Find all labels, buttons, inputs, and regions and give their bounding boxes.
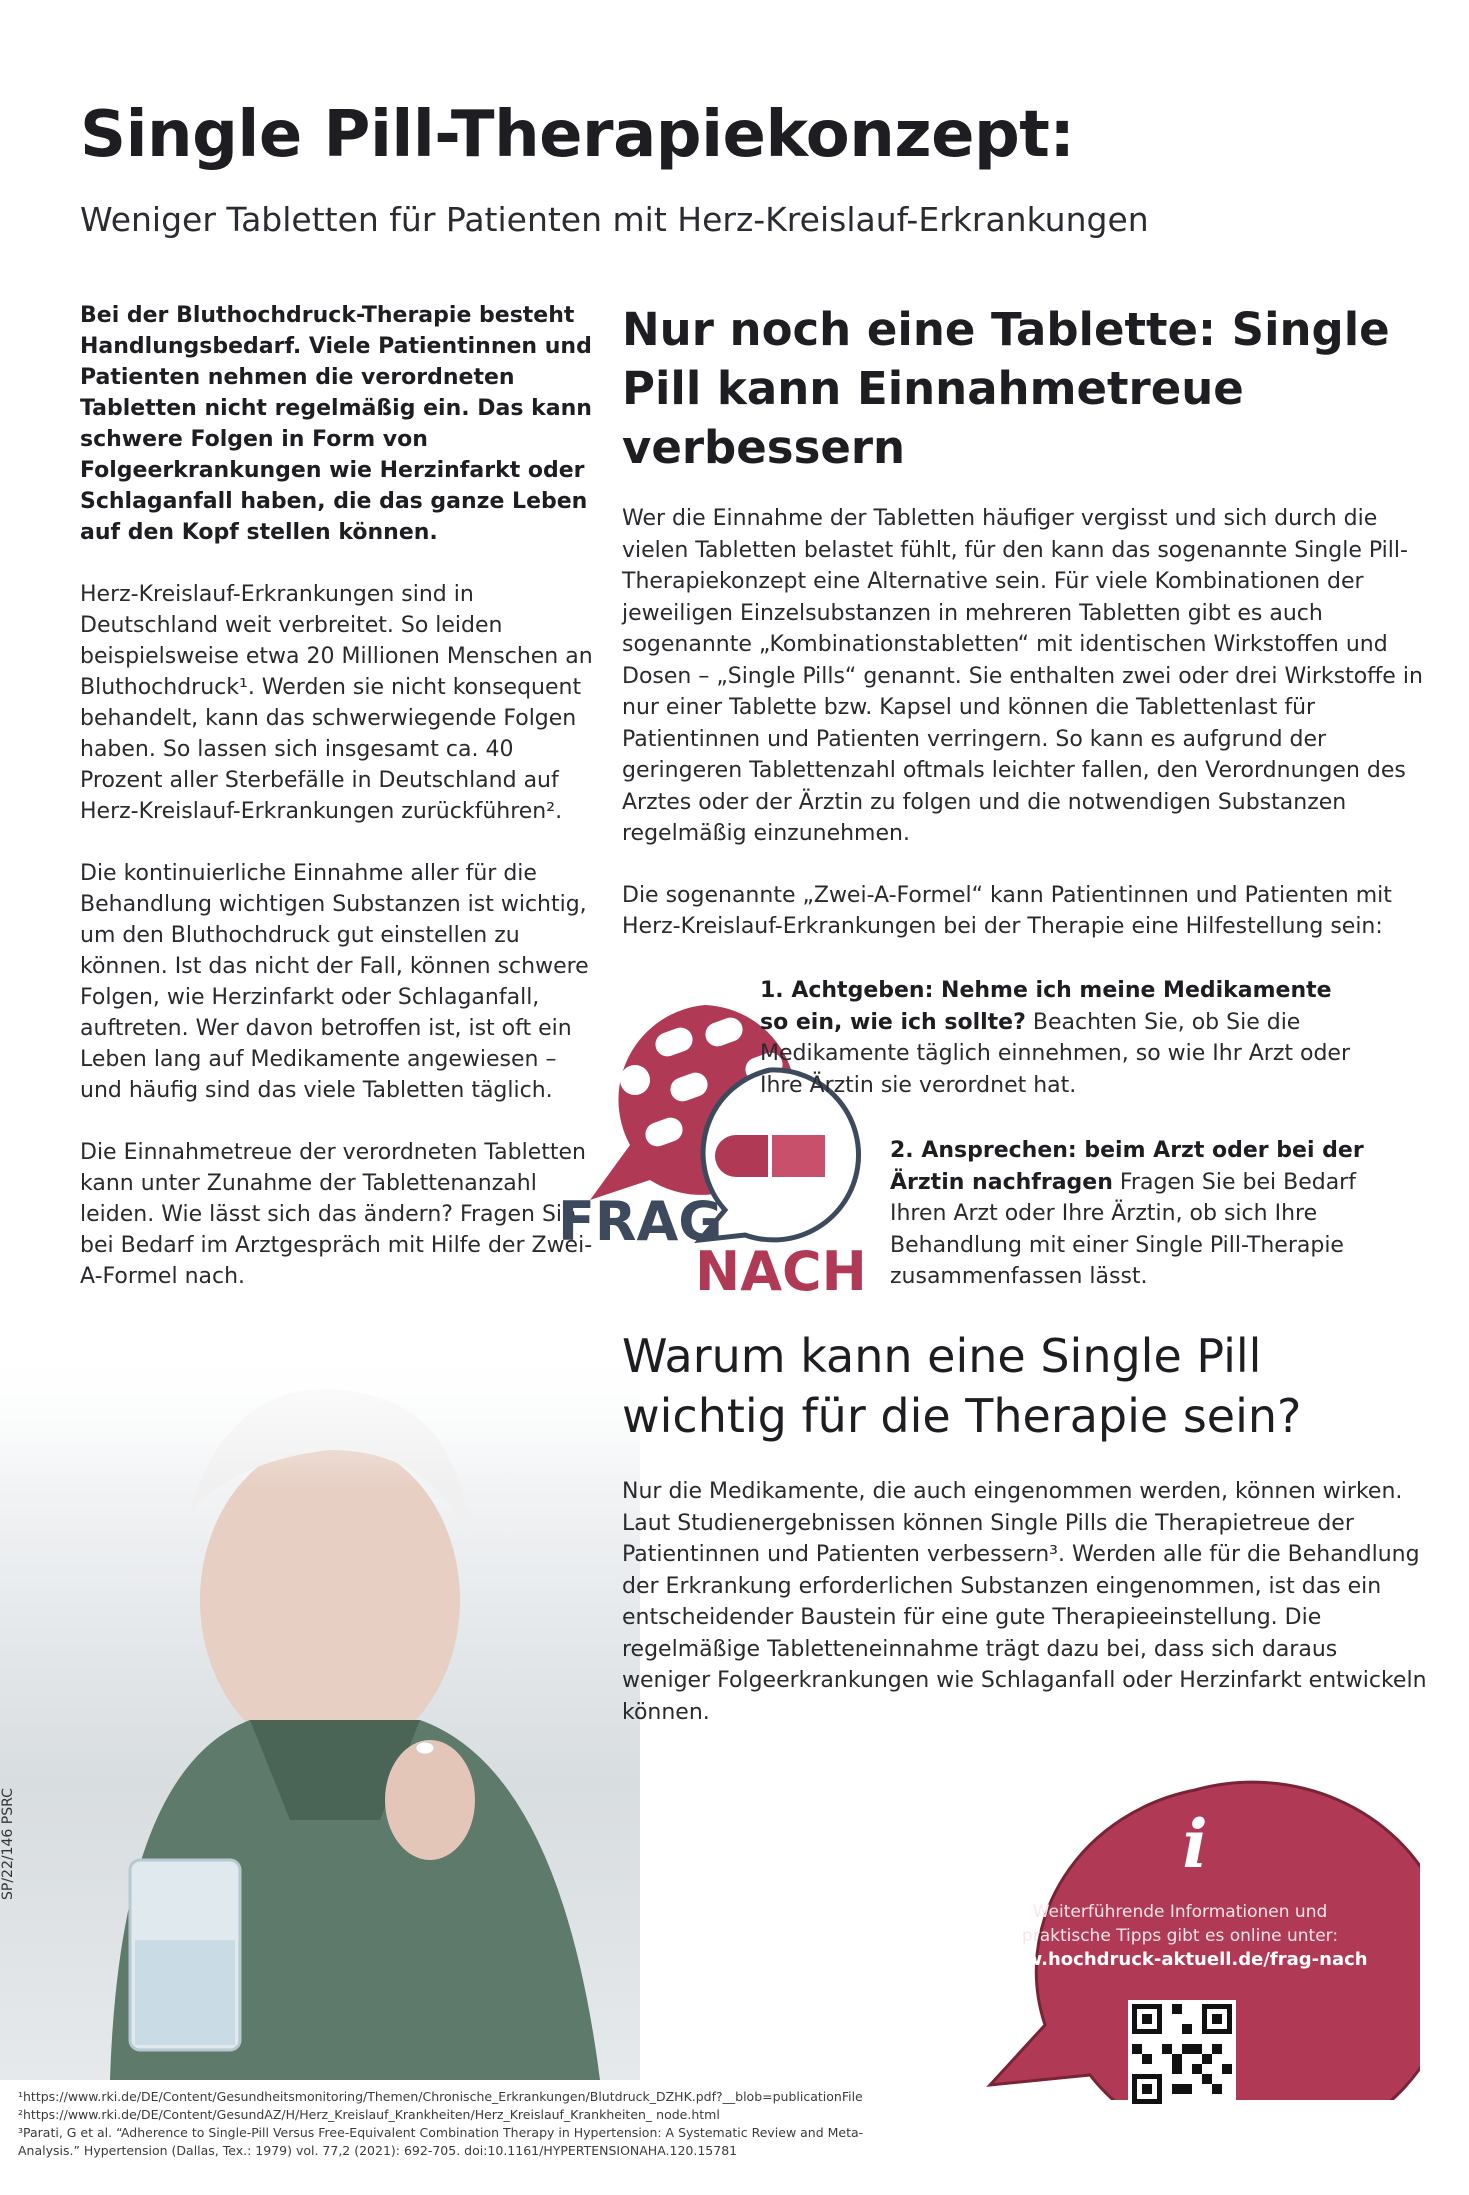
right-body	[622, 503, 1432, 973]
footnotes	[18, 2088, 978, 2160]
page-title: Single Pill-Therapiekonzept:	[80, 98, 1075, 172]
document-code: SP/22/146 PSRC	[0, 1788, 16, 1900]
step-2-text: Fragen Sie bei Bedarf Ihren Arzt oder Ihre Ärztin, ob sich Ihre Behandlung mit einer Single Pill-Therapie zusammenfassen lässt.	[890, 1169, 1356, 1289]
page-subtitle: Weniger Tabletten für Patienten mit Herz-Kreislauf-Erkrankungen	[80, 200, 1149, 239]
right-paragraph-1: Wer die Einnahme der Tabletten häufiger vergisst und sich durch die vielen Tabletten belastet fühlt, für den kann das sogenannte Single Pill-Therapiekonzept eine Alternative sein. Für viele Kombinationen der jeweiligen Einzelsubstanzen in mehreren Tabletten gibt es auch sogenannte „Kombinationstabletten“ mit identischen Wirkstoffen und Dosen – „Single Pills“ genannt. Sie enthalten zwei oder drei Wirkstoffe in nur einer Tablette bzw. Kapsel und können die Tablettenlast für Patientinnen und Patienten verringern. So kann es aufgrund der geringeren Tablettenzahl oftmals leichter fallen, den Verordnungen des Arztes oder der Ärztin zu folgen und die notwendigen Substanzen regelmäßig einzunehmen.	[622, 506, 1423, 846]
step-1	[760, 975, 1360, 1101]
footnote-2: ²https://www.rki.de/DE/Content/GesundAZ/H/Herz_Kreislauf_Krankheiten/Herz_Kreislauf_Krankheiten_ node.html	[18, 2107, 720, 2122]
footnote-3-cont: Analysis.” Hypertension (Dallas, Tex.: 1979) vol. 77,2 (2021): 692-705. doi:10.1161/HYPERTENSIONAHA.120.15781	[18, 2143, 738, 2158]
step-1-title: 1. Achtgeben: Nehme ich meine Medikamente so ein, wie ich sollte?	[760, 978, 1332, 1035]
logo-word-frag: FRAG	[558, 1190, 723, 1253]
info-icon: i	[1182, 1805, 1208, 1883]
left-column	[80, 300, 600, 1323]
info-url-link[interactable]: www.hochdruck-aktuell.de/frag-nach	[992, 1949, 1368, 1970]
left-paragraph-3: Die Einnahmetreue der verordneten Tabletten kann unter Zunahme der Tablettenanzahl leiden. Wie lässt sich das ändern? Fragen Sie bei Bedarf im Arztgespräch mit Hilfe der Zwei-A-Formel nach.	[80, 1140, 593, 1289]
qr-code[interactable]	[1128, 2000, 1236, 2108]
right-paragraph-3: Nur die Medikamente, die auch eingenommen werden, können wirken. Laut Studienergebnissen können Single Pills die Therapietreue der Patientinnen und Patienten verbessern³. Werden alle für die Behandlung der Erkrankung erforderlichen Substanzen eingenommen, ist das ein entscheidender Baustein für eine gute Therapieeinstellung. Die regelmäßige Tabletteneinnahme trägt dazu bei, dass sich daraus weniger Folgeerkrankungen wie Schlaganfall oder Herzinfarkt entwickeln können.	[622, 1479, 1427, 1725]
lead-paragraph: Bei der Bluthochdruck-Therapie besteht Handlungsbedarf. Viele Patientinnen und Patienten nehmen die verordneten Tabletten nicht regelmäßig ein. Das kann schwere Folgen in Form von Folgeerkrankungen wie Herzinfarkt oder Schlaganfall haben, die das ganze Leben auf den Kopf stellen können.	[80, 303, 592, 545]
footnote-1: ¹https://www.rki.de/DE/Content/Gesundheitsmonitoring/Themen/Chronische_Erkrankungen/Blutdruck_DZHK.pdf?__blob=publicationFile	[18, 2089, 863, 2104]
step-2-title: 2. Ansprechen: beim Arzt oder bei der Ärztin nachfragen	[890, 1138, 1364, 1195]
footnote-3: ³Parati, G et al. “Adherence to Single-Pill Versus Free-Equivalent Combination Therapy in Hypertension: A Systematic Review and Meta-	[18, 2125, 864, 2140]
info-text: Weiterführende Informationen und praktische Tipps gibt es online unter:	[1021, 1902, 1339, 1946]
left-paragraph-2: Die kontinuierliche Einnahme aller für die Behandlung wichtigen Substanzen ist wichtig, um den Bluthochdruck gut einstellen zu können. Ist das nicht der Fall, können schwere Folgen, wie Herzinfarkt oder Schlaganfall, auftreten. Wer davon betroffen ist, ist oft ein Leben lang auf Medikamente angewiesen – und häufig sind das viele Tabletten täglich.	[80, 861, 589, 1103]
step-1-text: Beachten Sie, ob Sie die Medikamente täglich einnehmen, so wie Ihr Arzt oder Ihre Ärztin sie verordnet hat.	[760, 1009, 1351, 1098]
left-paragraph-1: Herz-Kreislauf-Erkrankungen sind in Deutschland weit verbreitet. So leiden beispielsweise etwa 20 Millionen Menschen an Bluthochdruck¹. Werden sie nicht konsequent behandelt, kann das schwerwiegende Folgen haben. So lassen sich insgesamt ca. 40 Prozent aller Sterbefälle in Deutschland auf Herz-Kreislauf-Erkrankungen zurückführen².	[80, 582, 593, 824]
section-heading-why: Warum kann eine Single Pill wichtig für die Therapie sein?	[622, 1329, 1302, 1443]
info-text-block	[990, 1900, 1370, 1972]
woman-with-pill-photo	[0, 1340, 640, 2080]
right-paragraph-2: Die sogenannte „Zwei-A-Formel“ kann Patientinnen und Patienten mit Herz-Kreislauf-Erkrankungen bei der Therapie eine Hilfestellung sein:	[622, 882, 1392, 939]
logo-word-nach: NACH	[695, 1240, 867, 1303]
section-heading-single-pill: Nur noch eine Tablette: Single Pill kann Einnahmetreue verbessern	[622, 303, 1390, 474]
step-2	[890, 1135, 1390, 1293]
